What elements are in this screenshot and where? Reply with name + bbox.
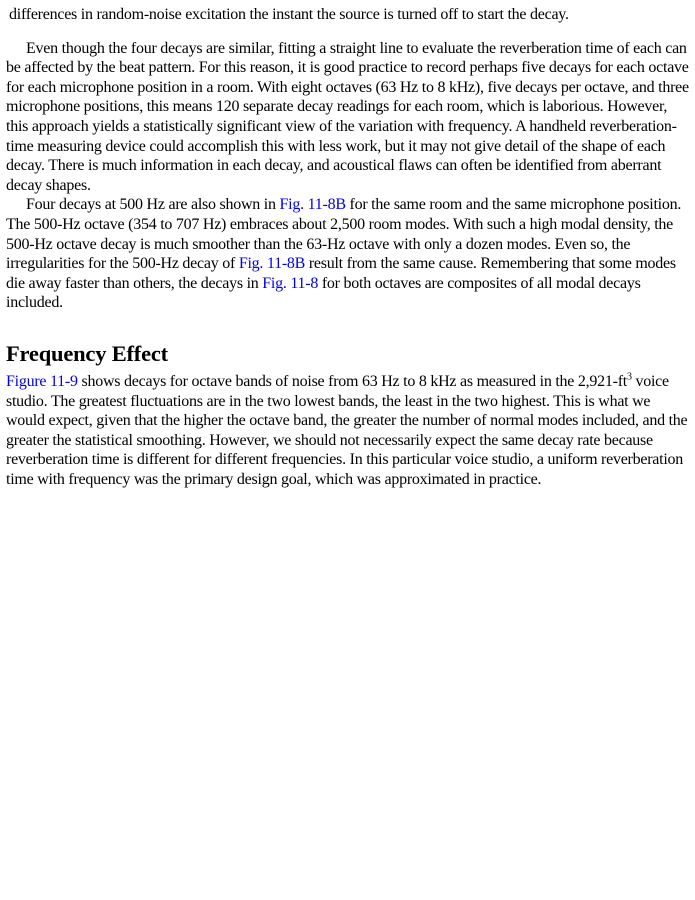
superscript-cubed: 3 xyxy=(626,371,632,383)
link-fig-11-8[interactable]: Fig. 11-8 xyxy=(262,274,319,292)
link-figure-11-9[interactable]: Figure 11-9 xyxy=(6,372,78,390)
link-fig-11-8b[interactable]: Fig. 11-8B xyxy=(279,196,346,214)
paragraph-frequency-effect xyxy=(6,372,690,490)
document-page xyxy=(6,5,690,489)
text-run: voice studio. The greatest fluctuations are in the two lowest bands, the least in the two highest. This is what we would expect, given that the higher the octave band, the greater the number of normal modes included, and the greater the statistical smoothing. However, we should not necessarily expect the same decay rate because reverberation time is different for different frequencies. In this particular voice studio, a uniform reverberation time with frequency was the primary design goal, which was approximated in practice. xyxy=(6,372,688,488)
paragraph-500hz-decays xyxy=(6,195,690,313)
section-heading: Frequency Effect xyxy=(6,340,168,366)
text-run: shows decays for octave bands of noise from 63 Hz to 8 kHz as measured in the 2,921-ft xyxy=(77,372,627,390)
text-run: Four decays at 500 Hz are also shown in xyxy=(26,196,280,214)
text-run: result from the same cause. Remembering that some modes die away faster than others, the decays in xyxy=(6,255,676,292)
text-run: for the same room and the same microphone position. The 500-Hz octave (354 to 707 Hz) embraces about 2,500 room modes. With such a high modal density, the 500-Hz octave decay is much smoother than the 63-Hz octave with only a dozen modes. Even so, the irregularities for the 500-Hz decay of xyxy=(6,196,682,273)
paragraph-beat-pattern: Even though the four decays are similar, fitting a straight line to evaluate the reverberation time of each can be affected by the beat pattern. For this reason, it is good practice to record perhaps five decays for each octave for each microphone position in a room. With eight octaves (63 Hz to 8 kHz), five decays per octave, and three microphone positions, this means 120 separate decay readings for each room, which is laborious. However, this approach yields a statistically significant view of the variation with frequency. A handheld reverberation-time measuring device could accomplish this with less work, but it may not give detail of the shape of each decay. There is much information in each decay, and acoustical flaws can often be identified from aberrant decay shapes. xyxy=(6,39,689,194)
paragraph-continuation: differences in random-noise excitation the instant the source is turned off to start the decay. xyxy=(9,6,569,23)
text-run: for both octaves are composites of all modal decays included. xyxy=(6,274,641,312)
link-fig-11-8b-second[interactable]: Fig. 11-8B xyxy=(238,255,306,273)
